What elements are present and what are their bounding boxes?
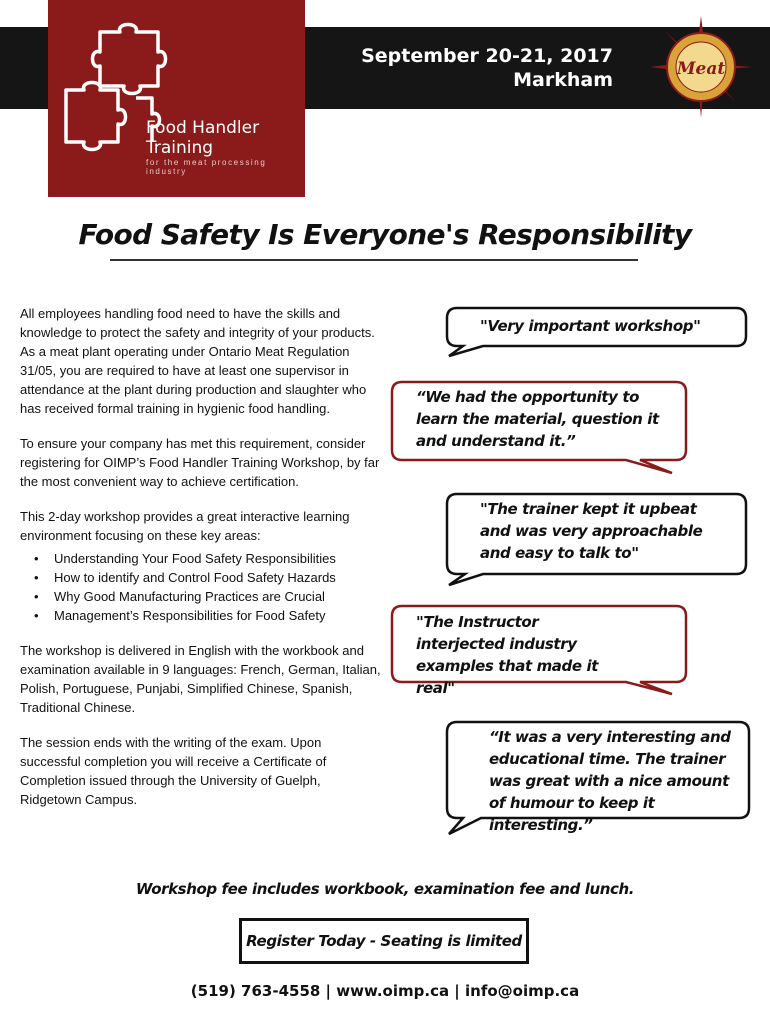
contact-info: (519) 763-4558 | www.oimp.ca | info@oimp.ca [190, 982, 580, 1000]
logo-subtitle: for the meat processing industry [146, 158, 267, 176]
testimonial-bubble [390, 604, 690, 696]
paragraph: This 2-day workshop provides a great interactive learning environment focusing on these key areas: [20, 509, 350, 543]
logo-title: Food Handler Training [146, 118, 260, 158]
testimonial-text: “It was a very interesting and educational time. The trainer was great with a nice amount of humour to keep it interesting.” [489, 728, 731, 834]
event-location: Markham [513, 69, 613, 91]
logo [48, 0, 305, 197]
fee-note: Workshop fee includes workbook, examination fee and lunch. [135, 880, 635, 898]
testimonial-text: "The Instructor interjected industry examples that made it real" [416, 613, 598, 697]
paragraph: The workshop is delivered in English with the workbook and examination available in 9 languages: French, German, Italian, Polish, Portuguese, Punjabi, Simplified Chinese, Spanish, Traditional Chinese. [20, 643, 381, 715]
meat-seal-logo [650, 16, 752, 118]
testimonial-bubble [390, 380, 690, 476]
testimonial-text: “We had the opportunity to learn the material, question it and understand it.” [416, 388, 659, 450]
paragraph: The session ends with the writing of the exam. Upon successful completion you will receive a Certificate of Completion issued through the University of Guelph, Ridgetown Campus. [20, 735, 327, 807]
testimonial-bubble [443, 492, 748, 588]
event-date: September 20-21, 2017 [361, 45, 613, 67]
testimonial-bubble [443, 720, 753, 840]
testimonial-bubble [443, 306, 748, 358]
paragraph: To ensure your company has met this requirement, consider registering for OIMP’s Food Handler Training Workshop, by far the most convenient way to achieve certification. [20, 436, 380, 489]
list-item: • Why Good Manufacturing Practices are Crucial [34, 587, 385, 606]
register-banner[interactable] [239, 918, 529, 964]
key-areas-list [20, 549, 385, 625]
body-text [20, 304, 385, 825]
testimonial-text: "Very important workshop" [480, 317, 701, 335]
register-label: Register Today - Seating is limited [246, 932, 522, 950]
page-title: Food Safety Is Everyone's Responsibility [78, 218, 692, 251]
paragraph: All employees handling food need to have the skills and knowledge to protect the safety and integrity of your products. As a meat plant operating under Ontario Meat Regulation 31/05, you are required to have at least one supervisor in attendance at the plant during production and slaughter who has received formal training in hygienic food handling. [20, 306, 375, 416]
list-item: • How to identify and Control Food Safety Hazards [34, 568, 385, 587]
event-info [300, 44, 613, 92]
testimonial-text: "The trainer kept it upbeat and was very approachable and easy to talk to" [480, 500, 703, 562]
seal-text: Meat [676, 59, 726, 79]
list-item: • Understanding Your Food Safety Responsibilities [34, 549, 385, 568]
list-item: • Management’s Responsibilities for Food Safety [34, 606, 385, 625]
title-underline [110, 259, 638, 261]
